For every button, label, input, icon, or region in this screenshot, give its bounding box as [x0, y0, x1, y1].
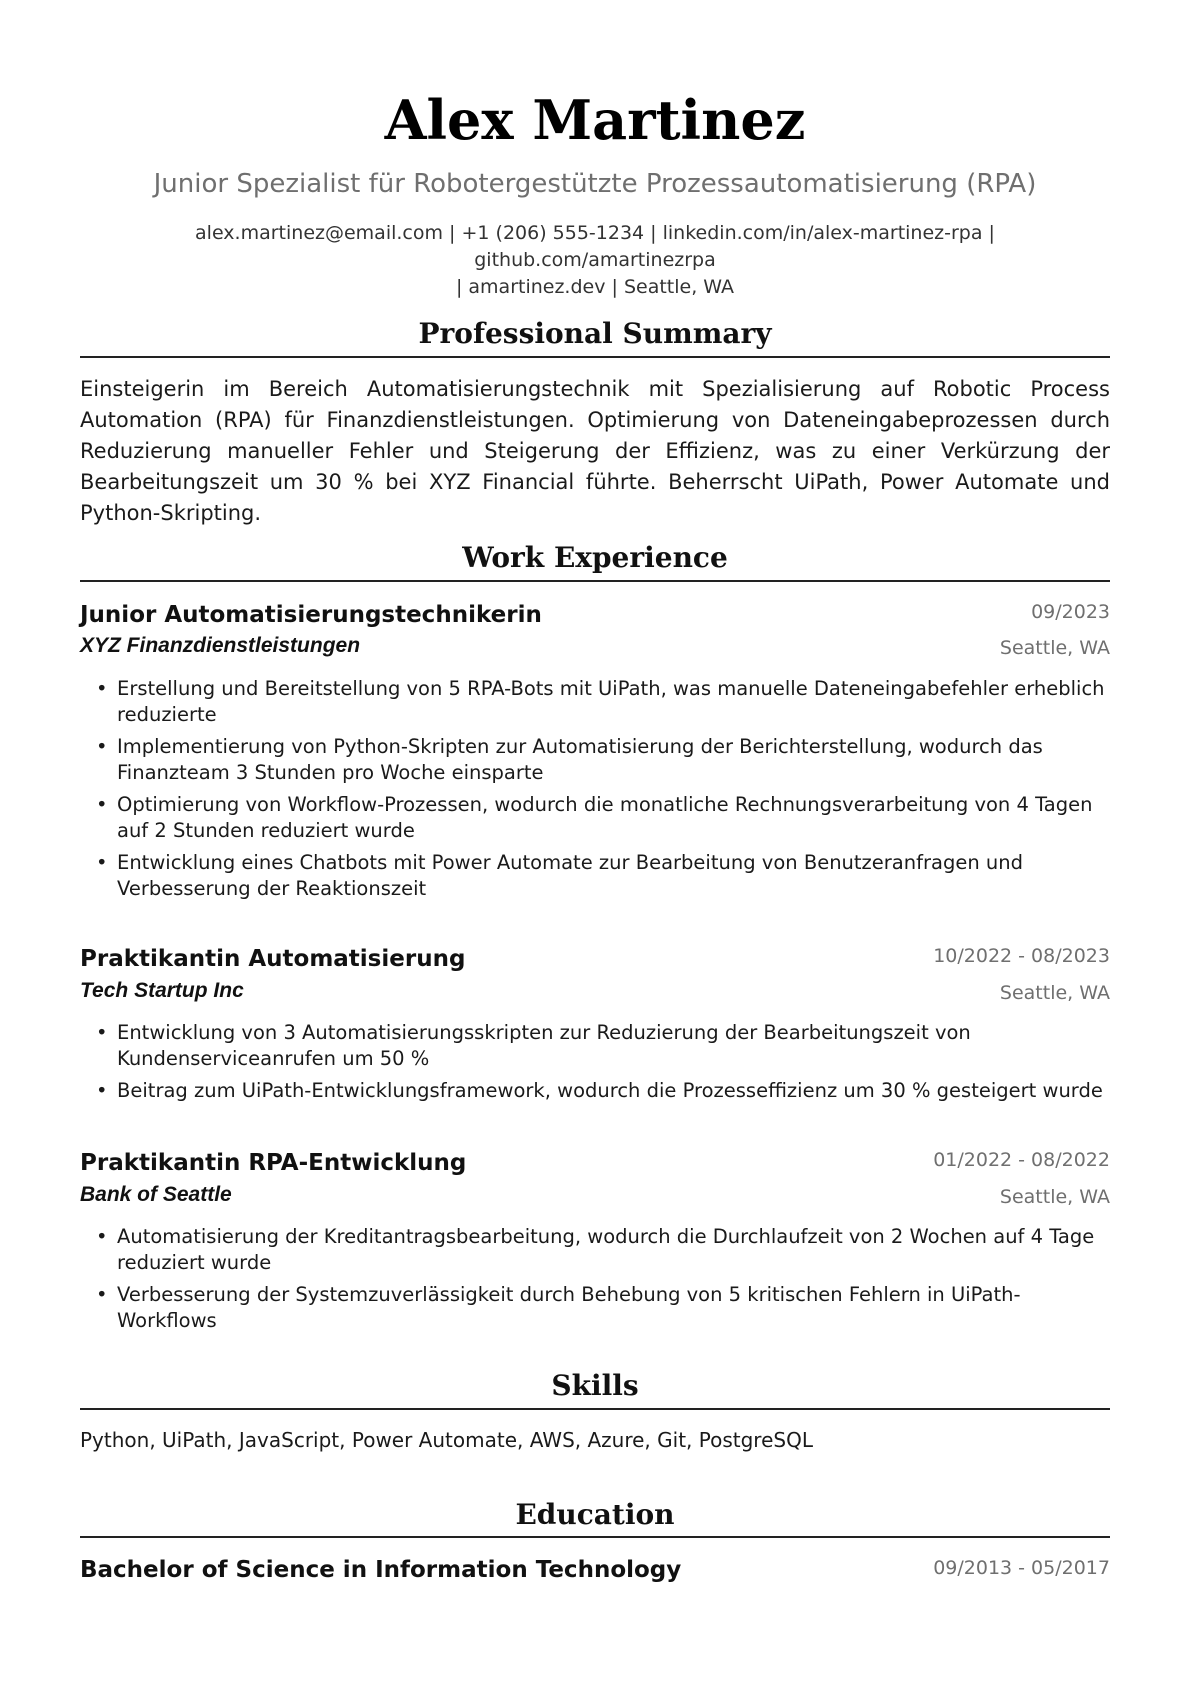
contact-line-1: alex.martinez@email.com | +1 (206) 555-1234 | linkedin.com/in/alex-martinez-rpa | github.com/amartinezrpa — [195, 222, 995, 271]
bullet-item: • Entwicklung eines Chatbots mit Power Automate zur Bearbeitung von Benutzeranfragen und Verbesserung der Reaktionszeit — [96, 850, 1110, 902]
bullet-item: • Optimierung von Workflow-Prozessen, wodurch die monatliche Rechnungsverarbeitung von 4 Tagen auf 2 Stunden reduziert wurde — [96, 792, 1110, 844]
section-divider — [80, 580, 1110, 582]
job-bullets — [96, 1224, 1110, 1340]
job-company: Bank of Seattle — [80, 1183, 232, 1206]
job-headline: Junior Spezialist für Robotergestützte Prozessautomatisierung (RPA) — [153, 169, 1037, 199]
job-date: 09/2023 — [1031, 601, 1110, 623]
contact-info — [80, 220, 1110, 301]
bullet-item: • Erstellung und Bereitstellung von 5 RPA-Bots mit UiPath, was manuelle Dateneingabefehler erheblich reduzierte — [96, 676, 1110, 728]
section-divider — [80, 356, 1110, 358]
summary-text: Einsteigerin im Bereich Automatisierungstechnik mit Spezialisierung auf Robotic Process Automation (RPA) für Finanzdienstleistungen. Optimierung von Dateneingabeprozessen durch Reduzierung manueller Fehler und Steigerung der Effizienz, was zu einer Verkürzung der Bearbeitungszeit um 30 % bei XYZ Financial führte. Beherrscht UiPath, Power Automate und Python-Skripting. — [80, 377, 1110, 525]
bullet-item: • Beitrag zum UiPath-Entwicklungsframework, wodurch die Prozesseffizienz um 30 % gesteigert wurde — [96, 1078, 1110, 1104]
section-divider — [80, 1536, 1110, 1538]
education-date: 09/2013 - 05/2017 — [933, 1557, 1110, 1579]
job-title: Junior Automatisierungstechnikerin — [80, 602, 542, 628]
job-location: Seattle, WA — [999, 1186, 1110, 1208]
section-divider — [80, 1408, 1110, 1410]
contact-line-2: | amartinez.dev | Seattle, WA — [455, 276, 735, 298]
education-degree: Bachelor of Science in Information Technology — [80, 1557, 682, 1583]
summary-heading: Professional Summary — [418, 317, 772, 350]
education-heading: Education — [515, 1498, 675, 1531]
bullet-item: • Automatisierung der Kreditantragsbearbeitung, wodurch die Durchlaufzeit von 2 Wochen auf 4 Tage reduziert wurde — [96, 1224, 1110, 1276]
candidate-name: Alex Martinez — [384, 88, 806, 152]
skills-list: Python, UiPath, JavaScript, Power Automate, AWS, Azure, Git, PostgreSQL — [80, 1428, 813, 1452]
job-date: 01/2022 - 08/2022 — [933, 1149, 1110, 1171]
job-bullets — [96, 676, 1110, 908]
job-bullets — [96, 1020, 1110, 1110]
job-date: 10/2022 - 08/2023 — [933, 945, 1110, 967]
job-title: Praktikantin RPA-Entwicklung — [80, 1150, 467, 1176]
experience-heading: Work Experience — [462, 541, 728, 574]
job-company: Tech Startup Inc — [80, 979, 244, 1002]
job-location: Seattle, WA — [999, 637, 1110, 659]
job-location: Seattle, WA — [999, 982, 1110, 1004]
job-company: XYZ Finanzdienstleistungen — [80, 634, 361, 657]
bullet-item: • Implementierung von Python-Skripten zur Automatisierung der Berichterstellung, wodurch das Finanzteam 3 Stunden pro Woche einsparte — [96, 734, 1110, 786]
bullet-item: • Entwicklung von 3 Automatisierungsskripten zur Reduzierung der Bearbeitungszeit von Kundenserviceanrufen um 50 % — [96, 1020, 1110, 1072]
skills-heading: Skills — [551, 1369, 639, 1402]
bullet-item: • Verbesserung der Systemzuverlässigkeit durch Behebung von 5 kritischen Fehlern in UiPath-Workflows — [96, 1282, 1110, 1334]
job-title: Praktikantin Automatisierung — [80, 946, 466, 972]
